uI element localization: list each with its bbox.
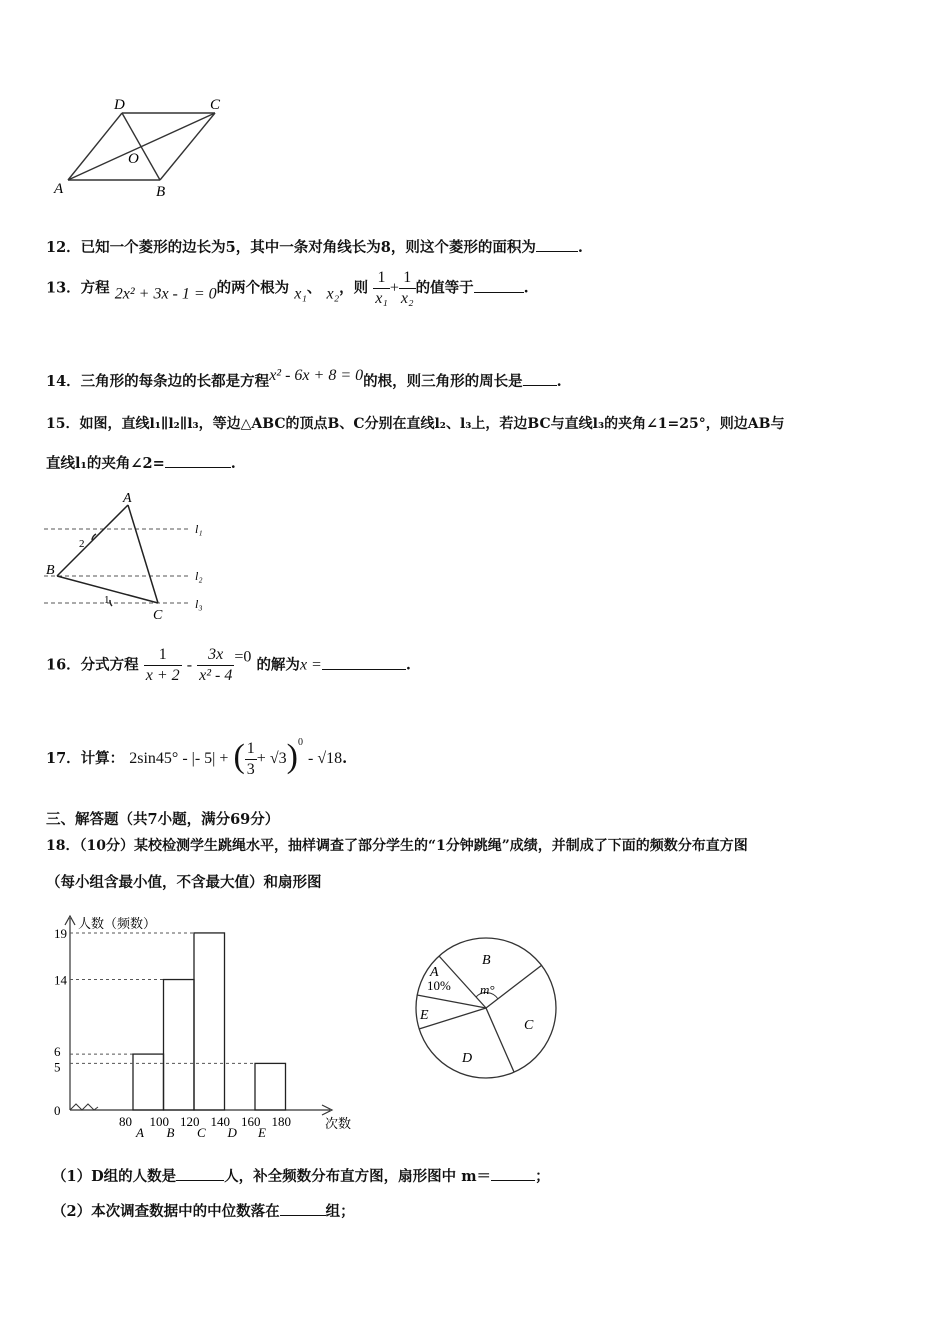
q18-line1: 18．（10分）某校检测学生跳绳水平，抽样调查了部分学生的“1分钟跳绳”成绩，并制成了下面的频数分布直方图 — [46, 838, 748, 854]
q14-suffix: 的根，则三角形的周长是 — [363, 373, 523, 390]
question-14 — [46, 366, 562, 392]
rhombus-figure — [50, 95, 230, 205]
frequency-histogram — [40, 908, 370, 1143]
category-A: A — [136, 1125, 144, 1140]
fraction-1-over-x2 — [399, 268, 416, 309]
numerator: 1 — [144, 645, 182, 666]
q13-prefix: 13．方程 — [46, 279, 110, 297]
label-O: O — [128, 151, 139, 167]
x-axis-label: 次数 — [325, 1116, 352, 1131]
pie-annotation-10pct: 10% — [427, 978, 451, 993]
q17-end: . — [342, 750, 348, 767]
q17-expression-start: 2sin45° - |- 5| + — [129, 750, 229, 767]
question-18-line2 — [46, 873, 322, 893]
q13-x1: x₁ — [294, 285, 307, 303]
question-13 — [46, 268, 529, 309]
q13-sep: 、 — [306, 279, 322, 297]
q18-1-text-a: （1）D组的人数是 — [52, 1168, 177, 1185]
question-12 — [46, 236, 583, 258]
q13-mid: 的两个根为 — [216, 279, 290, 297]
fraction-1-over-x1 — [373, 268, 390, 309]
y-tick-6: 6 — [54, 1044, 61, 1060]
q16-end: . — [405, 656, 411, 674]
q12-text: 12．已知一个菱形的边长为5，其中一条对角线长为8，则这个菱形的面积为 — [46, 239, 536, 256]
answer-blank[interactable] — [491, 1165, 535, 1181]
denominator: x₁ — [375, 290, 388, 307]
x-tick-120: 120 — [180, 1114, 200, 1129]
pie-label-C: C — [524, 1018, 534, 1033]
angle-1-label: 1 — [104, 594, 110, 606]
q17-prefix: 17．计算： — [46, 750, 125, 767]
q12-end: . — [577, 239, 583, 256]
equals-zero: =0 — [234, 648, 252, 666]
q15-line2: 直线l₁的夹角∠2= — [46, 455, 165, 472]
plus-sqrt-3: + √3 — [256, 750, 287, 767]
answer-blank[interactable] — [474, 277, 524, 293]
bar-E — [255, 1063, 286, 1110]
question-18-part1 — [52, 1165, 550, 1187]
q18-2-text-b: 组； — [325, 1203, 355, 1220]
numerator: 3x — [197, 645, 234, 666]
fraction-3x-over-x2-minus-4 — [197, 645, 234, 686]
bar-B — [164, 980, 195, 1110]
denominator: 3 — [246, 760, 255, 778]
label-C: C — [210, 97, 221, 113]
section-title: 三、解答题（共7小题，满分69分） — [46, 811, 280, 828]
q16-suffix: 的解为 — [256, 656, 300, 674]
q14-prefix: 14．三角形的每条边的长都是方程 — [46, 373, 270, 390]
label-B: B — [46, 563, 55, 578]
label-l1: l₁ — [195, 522, 203, 536]
q13-then: ，则 — [339, 279, 369, 297]
parallel-lines-figure — [40, 488, 220, 623]
y-axis-label: 人数（频数） — [78, 916, 157, 931]
bar-A — [133, 1054, 164, 1110]
fraction-1-over-x-plus-2 — [144, 645, 182, 686]
numerator: 1 — [245, 739, 257, 760]
category-E: E — [258, 1125, 266, 1140]
q13-after: 的值等于 — [415, 279, 474, 297]
x-tick-160: 160 — [241, 1114, 261, 1129]
y-tick-5: 5 — [54, 1059, 61, 1075]
y-tick-19: 19 — [54, 925, 67, 941]
angle-2-label: 2 — [79, 538, 85, 550]
x-tick-140: 140 — [210, 1114, 230, 1129]
label-D: D — [114, 97, 125, 113]
x-tick-80: 80 — [119, 1114, 132, 1129]
category-C: C — [197, 1125, 206, 1140]
numerator: 1 — [399, 268, 416, 289]
category-D: D — [227, 1125, 237, 1140]
numerator: 1 — [373, 268, 390, 289]
answer-blank[interactable] — [165, 452, 231, 468]
fraction-1-over-3 — [245, 739, 257, 780]
question-15-line2 — [46, 452, 236, 474]
label-A: A — [54, 181, 64, 197]
label-B: B — [156, 184, 166, 200]
minus-sign: - — [186, 656, 193, 674]
question-15-line1 — [46, 414, 784, 434]
right-paren: ) — [286, 738, 298, 775]
answer-blank[interactable] — [280, 1200, 326, 1216]
label-A: A — [123, 491, 132, 506]
answer-blank[interactable] — [523, 370, 557, 386]
pie-label-D: D — [462, 1051, 473, 1066]
denominator: x₂ — [400, 290, 414, 307]
q13-equation: 2x² + 3x - 1 = 0 — [114, 285, 217, 303]
bar-C — [194, 933, 225, 1110]
q18-2-text-a: （2）本次调查数据中的中位数落在 — [52, 1203, 280, 1220]
pie-label-B: B — [482, 953, 491, 968]
pie-chart — [410, 932, 570, 1092]
pie-label-E: E — [420, 1008, 429, 1023]
x-equals: x = — [299, 656, 322, 674]
q13-x2: x₂ — [326, 285, 340, 303]
answer-blank[interactable] — [322, 654, 406, 670]
x-tick-100: 100 — [149, 1114, 169, 1129]
q18-1-text-b: 人，补全频数分布直方图，扇形图中 m＝ — [224, 1168, 492, 1185]
denominator: x + 2 — [145, 667, 180, 684]
q14-end: . — [556, 373, 562, 390]
category-B: B — [166, 1125, 175, 1140]
pie-annotation-m: m° — [480, 982, 495, 997]
q16-prefix: 16．分式方程 — [46, 656, 139, 674]
label-l3: l₃ — [195, 597, 203, 611]
label-l2: l₂ — [195, 569, 203, 583]
question-17 — [46, 733, 347, 780]
y-tick-0: 0 — [54, 1103, 61, 1118]
pie-label-A: A — [430, 965, 439, 980]
y-tick-14: 14 — [54, 972, 67, 988]
denominator: x² - 4 — [199, 667, 233, 684]
answer-blank[interactable] — [176, 1165, 224, 1181]
q18-1-end: ； — [535, 1168, 550, 1185]
question-16 — [46, 645, 411, 686]
minus-sqrt-18: - √18 — [308, 750, 343, 767]
x-tick-180: 180 — [271, 1114, 291, 1129]
question-18-part2 — [52, 1200, 355, 1222]
plus-sign: + — [389, 279, 399, 297]
q14-equation: x² - 6x + 8 = 0 — [269, 367, 364, 384]
q18-line2: （每小组含最小值，不含最大值）和扇形图 — [46, 874, 322, 891]
exponent-zero: 0 — [297, 737, 303, 748]
q15-end: . — [230, 455, 236, 472]
answer-blank[interactable] — [536, 236, 578, 252]
label-C: C — [153, 608, 163, 623]
left-paren: ( — [233, 738, 245, 775]
question-18-line1 — [46, 836, 748, 856]
q13-end: . — [523, 279, 529, 297]
q15-line1: 15．如图，直线l₁∥l₂∥l₃，等边△ABC的顶点B、C分别在直线l₂、l₃上，若边BC与直线l₃的夹角∠1=25°，则边AB与 — [46, 416, 785, 432]
